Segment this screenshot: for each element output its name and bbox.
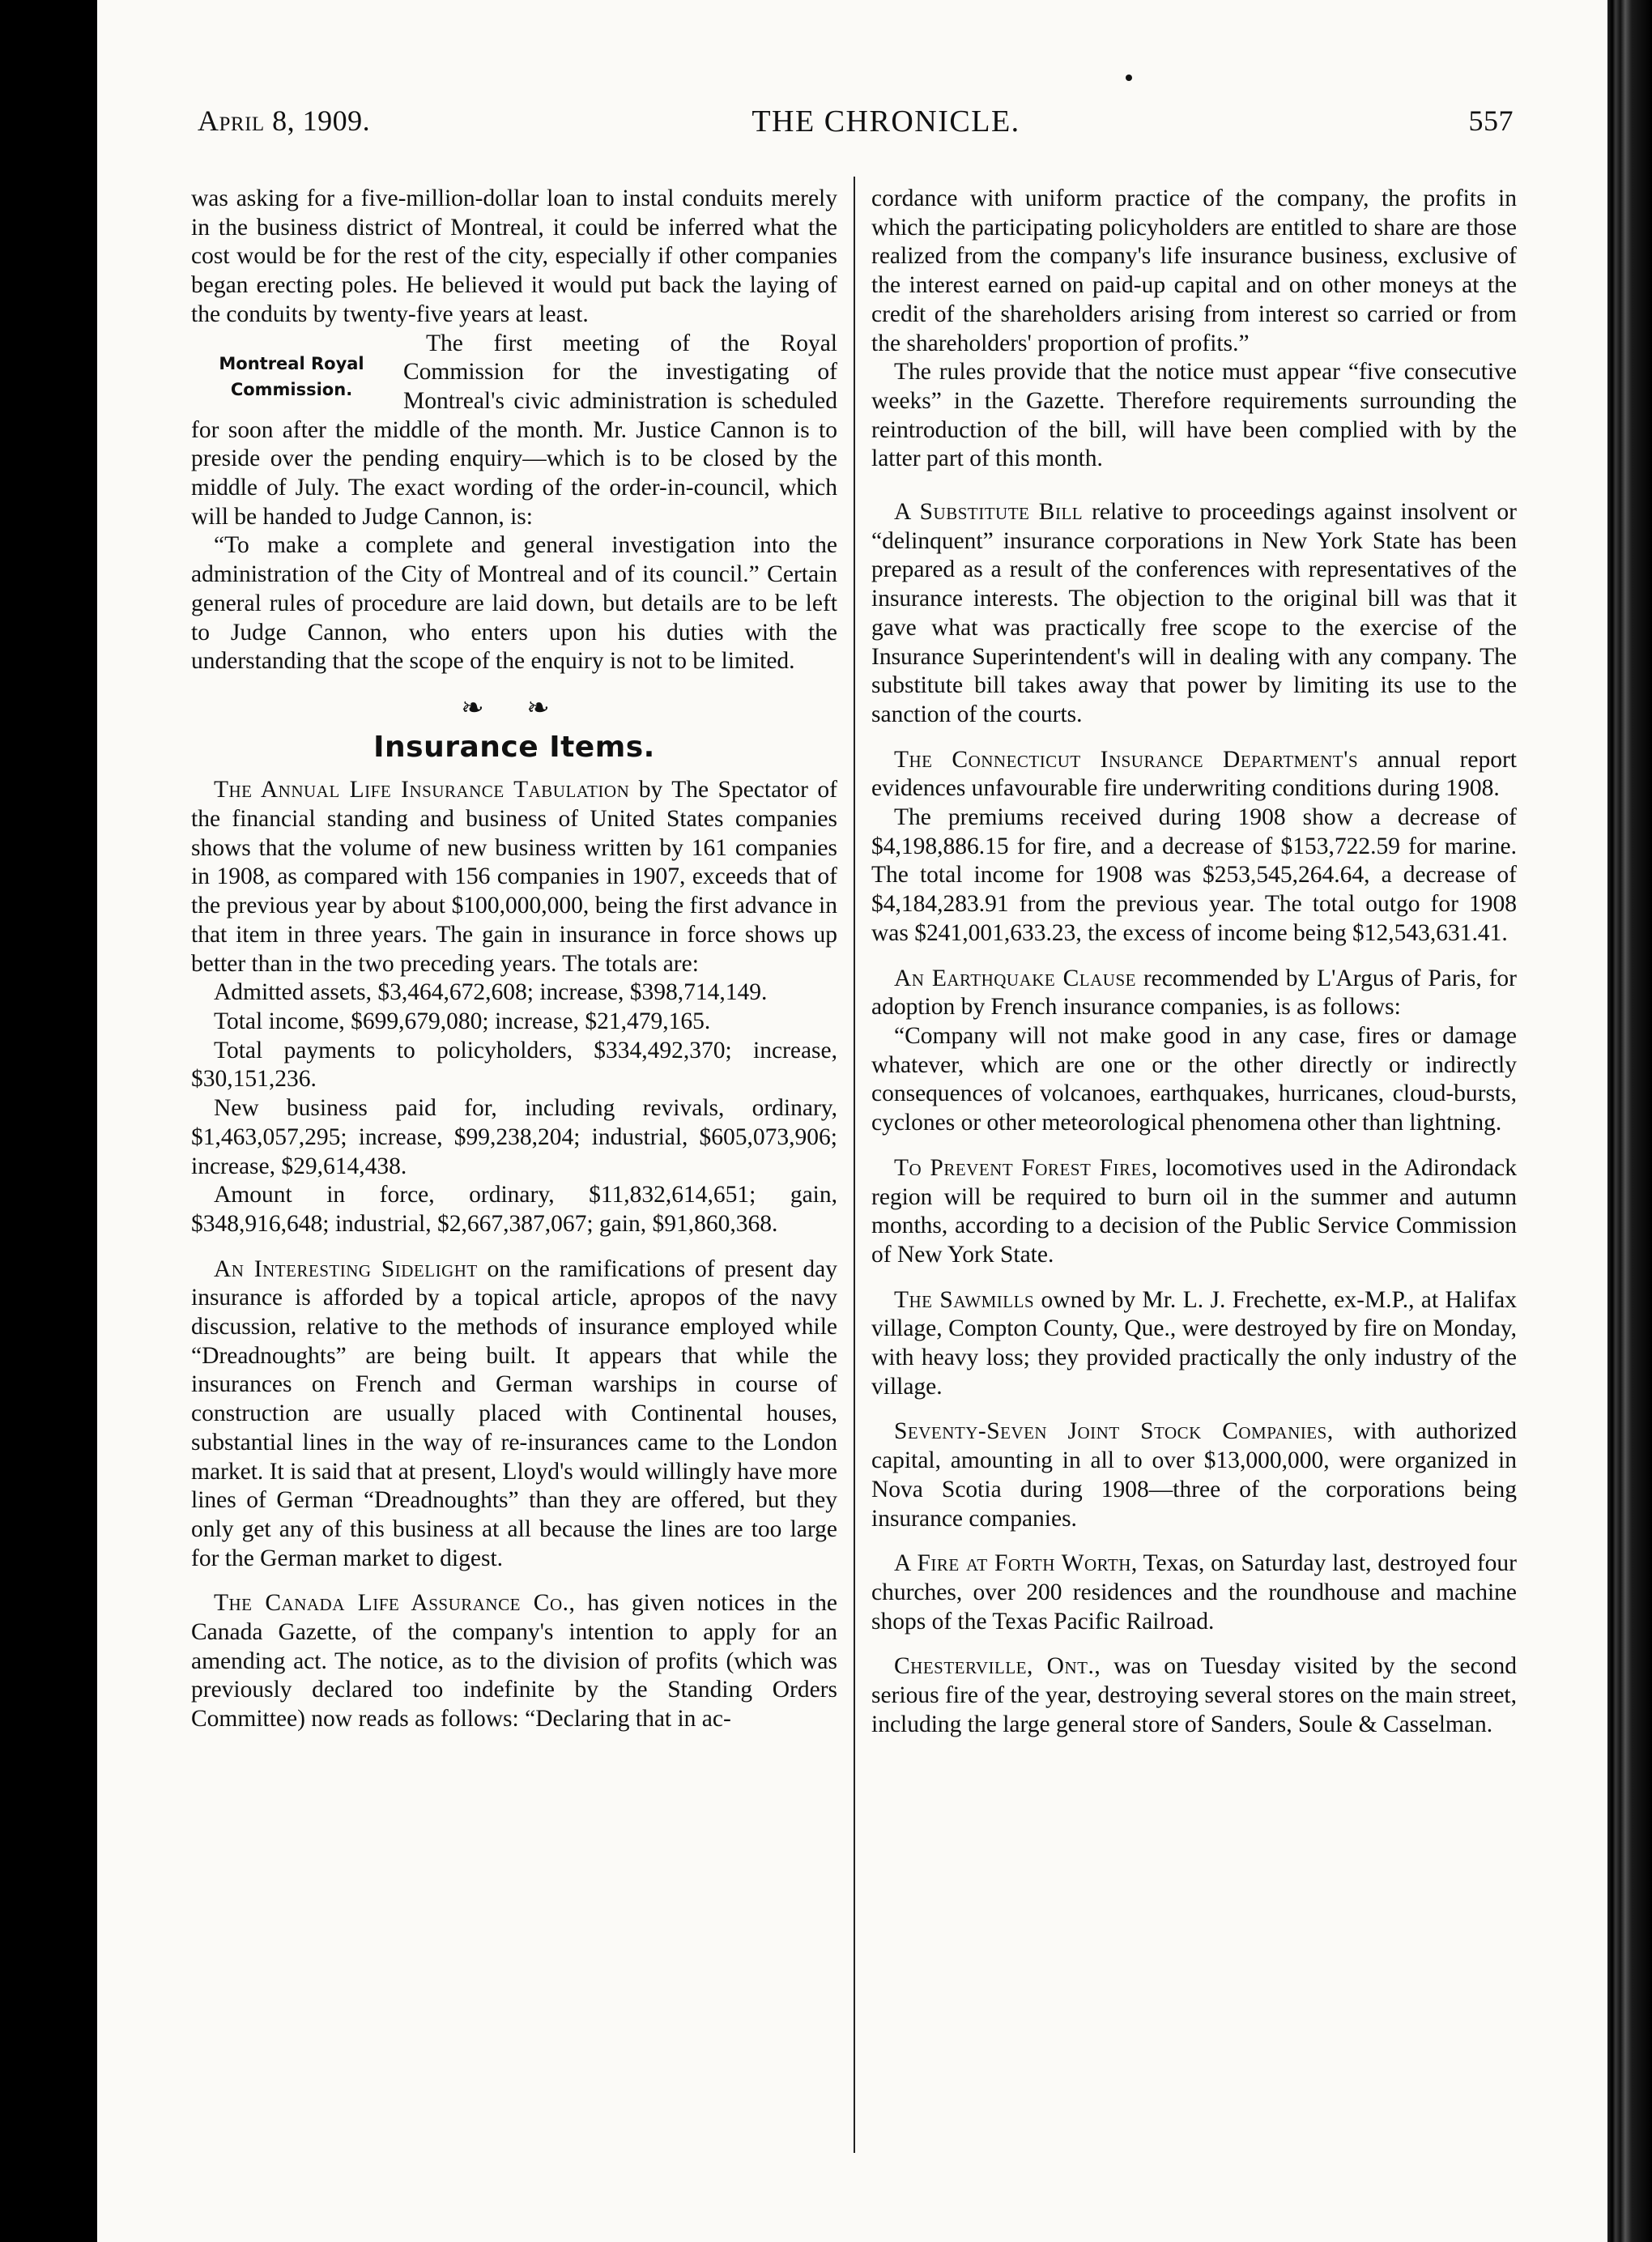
- lead-in: An Interesting Sidelight: [214, 1255, 478, 1282]
- lead-in: The Canada Life Assurance Co.: [214, 1590, 569, 1617]
- lead-in: Chesterville, Ont.: [894, 1653, 1095, 1680]
- statistic-line: Amount in force, ordinary, $11,832,614,651; gain, $348,916,648; industrial, $2,667,387,067; gain, $91,860,368.: [191, 1182, 837, 1237]
- paragraph: cordance with uniform practice of the company, the profits in which the participating policyholders are entitled to share are those realized from the company's life insurance business, exclusive of the interest earned on paid-up capital and on other moneys at the credit of the shareholders arising from interest so carried or from the shareholders' proportion of profits.”: [871, 185, 1517, 356]
- paragraph-text: recommended by L'Argus of Paris, for adoption by French insurance companies, is as follows:: [871, 965, 1517, 1021]
- paragraph-text: , has given notices in the Canada Gazette, of the company's intention to apply for an amending act. The notice, as to the division of profits (which was previously declared too indefinite by the Standing Orders Committee) now reads as follows: “Declaring that in ac-: [191, 1590, 837, 1733]
- left-column: [191, 185, 837, 1734]
- paragraph: The rules provide that the notice must appear “five consecutive weeks” in the Gazette. Therefore requirements surrounding the reintroduction of the bill, will have been complied with by the latter part of this month.: [871, 359, 1517, 472]
- quotation-paragraph: “Company will not make good in any case, fires or damage whatever, which are one or the other directly or indirectly consequences of volcanoes, earthquakes, hurricanes, cloud-bursts, cyclones or other meteorological phenomena other than lightning.: [871, 1022, 1517, 1136]
- lead-in: Seventy-Seven Joint Stock Companies: [894, 1418, 1327, 1445]
- paragraph-text: on the ramifications of present day insurance is afforded by a topical article, apropos of the navy discussion, relative to the methods of insurance employed while “Dreadnoughts” are being built. It appears that while the insurances on French and German warships in course of construction are usually placed with Continental houses, substantial lines in the way of re-insurances came to the London market. It is said that at present, Lloyd's would willingly have more lines of German “Dreadnoughts” than they are offered, but they only get any of this business at all because the lines are too large for the German market to digest.: [191, 1255, 837, 1571]
- paragraph: The first meeting of the Royal Commission for the investigating of Montreal's civic administration is scheduled for soon after the middle of the month. Mr. Justice Cannon is to preside over the pending enquiry—which is to be closed by the middle of July. The exact wording of the order-in-council, which will be handed to Judge Cannon, is:: [191, 330, 837, 530]
- section-title: Insurance Items.: [373, 730, 655, 764]
- scan-right-margin: [1607, 0, 1652, 2242]
- statistic-line: Total income, $699,679,080; increase, $21,479,165.: [214, 1008, 711, 1034]
- lead-in: A Substitute Bill: [894, 499, 1084, 526]
- paragraph-text: , with authorized capital, amounting in all to over $13,000,000, were organized in Nova Scotia during 1908—three of the corporations being insurance companies.: [871, 1418, 1517, 1532]
- paragraph: was asking for a five-million-dollar loan to instal conduits merely in the business district of Montreal, it could be inferred what the cost would be for the rest of the city, especially if other companies began erecting poles. He believed it would put back the laying of the conduits by twenty-five years at least.: [191, 185, 837, 327]
- statistic-line: Total payments to policyholders, $334,492,370; increase, $30,151,236.: [191, 1037, 837, 1093]
- paragraph-text: , locomotives used in the Adirondack region will be required to burn oil in the summer and autumn months, according to a decision of the Public Service Commission of New York State.: [871, 1154, 1517, 1268]
- lead-in: The Connecticut Insurance Department's: [894, 746, 1359, 773]
- side-heading: [191, 351, 392, 403]
- statistic-line: New business paid for, including revivals, ordinary, $1,463,057,295; increase, $99,238,204; industrial, $605,073,906; increase, $29,614,438.: [191, 1095, 837, 1179]
- paragraph-text: relative to proceedings against insolvent or “delinquent” insurance corporations in New York State has been prepared as a result of the conferences with representatives of the insurance interests. The objection to the original bill was that it gave what was practically free scope to the exercise of the Insurance Superintendent's will in dealing with any company. The substitute bill takes away that power by limiting its use to the sanction of the courts.: [871, 499, 1517, 727]
- speck-mark: [1126, 75, 1132, 81]
- page-number: 557: [1468, 104, 1514, 137]
- paragraph: [871, 746, 1517, 803]
- quotation-paragraph: “To make a complete and general investigation into the administration of the City of Montreal and of its council.” Certain general rules of procedure are laid down, but details are to be left to Judge Cannon, who enters upon his duties with the understanding that the scope of the enquiry is not to be limited.: [191, 532, 837, 675]
- paragraph: [871, 1549, 1517, 1636]
- paragraph-text: , was on Tuesday visited by the second serious fire of the year, destroying several stores on the main street, including the large general store of Sanders, Soule & Casselman.: [871, 1653, 1517, 1737]
- paragraph: [871, 498, 1517, 730]
- paragraph-text: by The Spectator of the financial standing and business of United States companies shows that the volume of new business written by 161 companies in 1908, as compared with 156 companies in 1907, exceeds that of the previous year by about $100,000,000, being the first advance in that item in three years. The gain in insurance in force shows up better than in the two preceding years. The totals are:: [191, 777, 837, 977]
- lead-in: The Sawmills: [894, 1286, 1035, 1313]
- paragraph-text: owned by Mr. L. J. Frechette, ex-M.P., at Halifax village, Compton County, Que., were destroyed by fire on Monday, with heavy loss; they provided practically the only industry of the village.: [871, 1286, 1517, 1400]
- journal-title: THE CHRONICLE.: [751, 104, 1020, 139]
- lead-in: To Prevent Forest Fires: [894, 1154, 1152, 1181]
- section-ornament: ❧ ❧: [461, 693, 568, 723]
- running-head: [198, 104, 1514, 144]
- column-rule: [854, 177, 855, 2153]
- paragraph: [871, 1417, 1517, 1533]
- right-column: [871, 185, 1517, 1739]
- paragraph-text: , Texas, on Saturday last, destroyed four churches, over 200 residences and the roundhouse and machine shops of the Texas Pacific Railroad.: [871, 1550, 1517, 1635]
- paragraph: [191, 776, 837, 978]
- paragraph: [871, 1652, 1517, 1739]
- paragraph: [871, 965, 1517, 1022]
- scan-left-margin: [0, 0, 97, 2242]
- statistic-line: Admitted assets, $3,464,672,608; increase, $398,714,149.: [214, 979, 768, 1006]
- paragraph: The premiums received during 1908 show a decrease of $4,198,886.15 for fire, and a decrease of $153,722.59 for marine. The total income for 1908 was $253,545,264.64, a decrease of $4,184,283.91 from the previous year. The total outgo for 1908 was $241,001,633.23, the excess of income being $12,543,631.41.: [871, 804, 1517, 946]
- paragraph: [871, 1286, 1517, 1402]
- lead-in: A Fire at Forth Worth: [894, 1550, 1131, 1577]
- paragraph: [191, 1589, 837, 1734]
- side-heading-line: Commission.: [230, 379, 353, 399]
- paragraph: [871, 1154, 1517, 1270]
- commission-section: [191, 330, 837, 532]
- paragraph: [191, 1255, 837, 1574]
- lead-in: An Earthquake Clause: [894, 965, 1136, 991]
- issue-date: April 8, 1909.: [198, 104, 371, 137]
- lead-in: The Annual Life Insurance Tabulation: [214, 777, 630, 803]
- paragraph-text: annual report evidences unfavourable fire underwriting conditions during 1908.: [871, 746, 1517, 802]
- side-heading-line: Montreal Royal: [219, 353, 364, 373]
